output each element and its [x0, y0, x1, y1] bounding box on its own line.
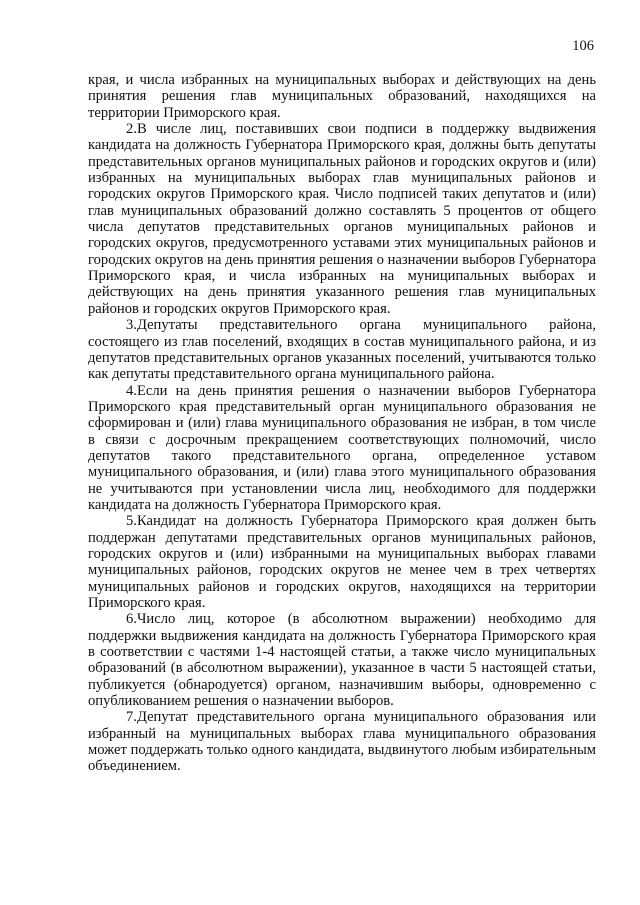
paragraph-part-3: 3.Депутаты представительного органа муниципального района, состоящего из глав поселений, входящих в состав муниципального района, и из депутатов представительных органов указанных поселений, учитываются только как депутаты представительного органа муниципального района. [88, 317, 596, 383]
paragraph-part-2: 2.В числе лиц, поставивших свои подписи в поддержку выдвижения кандидата на должность Губернатора Приморского края, должны быть депутаты представительных органов муниципальных районов и городских округов и (или) избранных на муниципальных выборах глав муниципальных районов и городских округов Приморского края. Число подписей таких депутатов и (или) глав муниципальных образований должно составлять 5 процентов от общего числа депутатов представительных органов муниципальных районов и городских округов, предусмотренного уставами этих муниципальных районов и городских округов на день принятия решения о назначении выборов Губернатора Приморского края, и числа избранных на муниципальных выборах и действующих на день принятия указанного решения глав муниципальных районов и городских округов Приморского края. [88, 121, 596, 317]
document-body [88, 72, 596, 775]
paragraph-part-6: 6.Число лиц, которое (в абсолютном выражении) необходимо для поддержки выдвижения кандидата на должность Губернатора Приморского края в соответствии с частями 1-4 настоящей статьи, а также число муниципальных образований (в абсолютном выражении), указанное в части 5 настоящей статьи, публикуется (обнародуется) органом, назначившим выборы, одновременно с опубликованием решения о назначении выборов. [88, 611, 596, 710]
paragraph-part-5: 5.Кандидат на должность Губернатора Приморского края должен быть поддержан депутатами представительных органов муниципальных районов, городских округов и (или) избранными на муниципальных выборах главами муниципальных районов, городских округов не менее чем в трех четвертях муниципальных районов и городских округов, находящихся на территории Приморского края. [88, 513, 596, 611]
paragraph-continuation: края, и числа избранных на муниципальных выборах и действующих на день принятия решения глав муниципальных образований, находящихся на территории Приморского края. [88, 72, 596, 121]
page-number: 106 [572, 38, 594, 54]
paragraph-part-4: 4.Если на день принятия решения о назначении выборов Губернатора Приморского края представительный орган муниципального образования не сформирован и (или) глава муниципального образования не избран, в том числе в связи с досрочным прекращением соответствующих полномочий, число депутатов такого представительного органа, определенное уставом муниципального образования, и (или) глава этого муниципального образования не учитываются при установлении числа лиц, необходимого для поддержки кандидата на должность Губернатора Приморского края. [88, 382, 596, 513]
paragraph-part-7: 7.Депутат представительного органа муниципального образования или избранный на муниципальных выборах глава муниципального образования может поддержать только одного кандидата, выдвинутого любым избирательным объединением. [88, 709, 596, 775]
